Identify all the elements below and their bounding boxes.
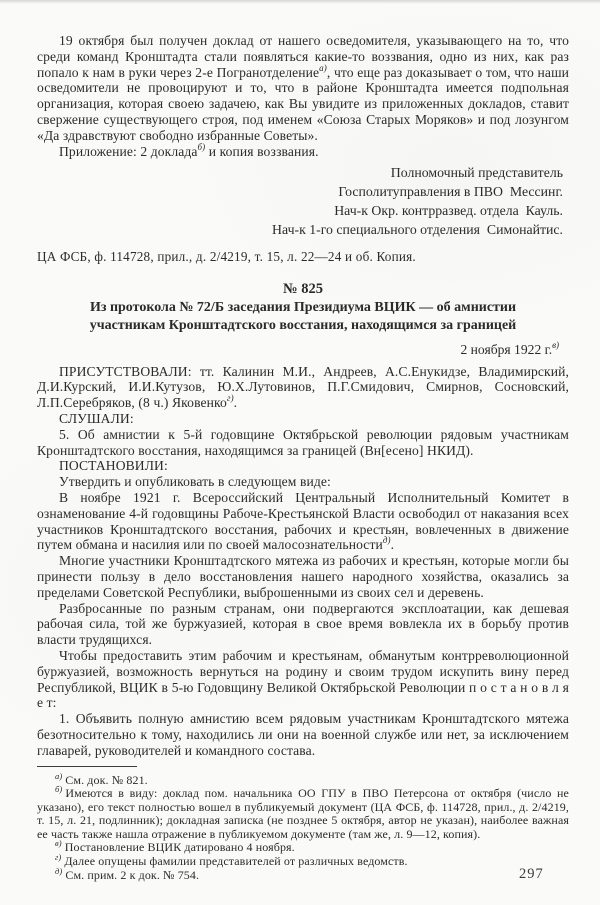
report-paragraph-text-cont: , что еще раз доказывает о том, что наши осведомители не провоцируют и то, что в районе Кронштадта имеется подпольная организация, которая своею задачею, как Вы увидите из приложенных докладов, ставит свержение существующего строя, под именем «Союза Старых Моряков» и под лозунгом «Да здравствуют свободно избранные Советы». <box>37 64 570 143</box>
footnote-ref-b: б) <box>197 141 206 152</box>
page-number: 297 <box>519 866 544 882</box>
signature-line-3: Нач-к Окр. контрразвед. отдела Кауль. <box>334 203 563 219</box>
paragraph-1921-amnesty <box>37 490 569 553</box>
paragraph-decree-intro: Чтобы предоставить этим рабочим и крестьянам, обманутым контрреволюционной буржуазией, возможность вернуться на родину и своим трудом искупить вину перед Республикой, ВЦИК в 5-ю Годовщину Великой Октябрьской Революции п о с т а н о в л я е т: <box>37 647 569 711</box>
footnote-v-marker: в) <box>55 838 62 849</box>
footnote-b-text: Имеются в виду: доклад пом. начальника ОО ГПУ в ПВО Петерсона от октября (число не указано), его текст полностью вошел в публикуемый документ (ЦА ФСБ, ф. 114728, прил., д. 2/4219, т. 15, л. 21, подлинник); докладная записка (не позднее 5 октября, автор не указан), наиболее важная ее часть также нашла отражение в публикуемом документе (там же, л. 9—12, копия). <box>37 786 569 841</box>
footnote-g-marker: г) <box>55 852 62 863</box>
attendees-paragraph <box>37 364 569 411</box>
signature-block <box>37 163 569 239</box>
footnote-ref-v: в) <box>552 339 559 350</box>
paragraph-participants-abroad: Многие участники Кронштадтского мятежа из рабочих и крестьян, которые могли бы принести пользу в дело восстановления нашего народного хозяйства, оказались за пределами Советской Республики, выброшенными из своих сел и деревень. <box>37 553 569 600</box>
footnote-a-text: См. док. № 821. <box>65 772 148 787</box>
scan-edge-artifact <box>0 0 600 4</box>
resolved-intro: Утвердить и опубликовать в следующем виде: <box>59 474 331 490</box>
signature-line-1: Полномочный представитель <box>390 165 563 181</box>
footnote-d-text: См. прим. 2 к док. № 754. <box>65 867 200 882</box>
footnote-a-marker: а) <box>55 770 63 781</box>
footnote-b-marker: б) <box>55 784 63 795</box>
attachment-line <box>37 141 569 160</box>
document-title: Из протокола № 72/Б заседания Президиума ВЦИК — об амнистии участникам Кронштадтского восстания, находящимся за границей <box>89 300 517 333</box>
footnote-d <box>37 865 569 883</box>
heard-item: 5. Об амнистии к 5-й годовщине Октябрьской революции рядовым участникам Кронштадтского восстания, находящимся за границей (Вн[есено] НКИД). <box>37 426 569 458</box>
paragraph-1921-text: В ноябре 1921 г. Всероссийский Центральный Исполнительный Комитет в ознаменование 4-й годовщины Рабоче-Крестьянской Власти освободил от наказания всех участников Кронштадтского восстания, рабочих и крестьян, вовлеченных в движение путем обмана и насилия или по своей малосознательности <box>37 489 569 553</box>
resolved-label: ПОСТАНОВИЛИ: <box>59 458 168 474</box>
attendees-text: ПРИСУТСТВОВАЛИ: тт. Калинин М.И., Андреев, А.С.Енукидзе, Владимирский, Д.И.Курский, И.И.Кутузов, Ю.Х.Лутовинов, П.Г.Смидович, Смирнов, Сосновский, Л.П.Серебряков, (8 ч.) Яковенко <box>37 363 569 411</box>
footnote-g-text: Далее опущены фамилии представителей от различных ведомств. <box>64 854 408 869</box>
doc-825 <box>37 281 569 758</box>
footnote-g <box>37 852 569 869</box>
footnote-ref-g: г) <box>226 393 234 404</box>
footnote-d-marker: д) <box>55 865 63 876</box>
paragraph-point-1: 1. Объявить полную амнистию всем рядовым участникам Кронштадтского мятежа безотносительно к тому, находились ли они на военной службе или нет, за исключением главарей, руководителей и командного состава. <box>37 711 569 758</box>
document-number: № 825 <box>283 281 323 298</box>
doc-824-report-end <box>37 33 569 264</box>
report-paragraph-text: 19 октября был получен доклад от нашего осведомителя, указывающего на то, что среди команд Кронштадта стали появляться какие-то воззвания, одно из них, как раз попало к нам в руки через 2-е Погранотделение <box>37 33 569 80</box>
heard-label: СЛУШАЛИ: <box>59 410 134 426</box>
attachment-text-cont: и копия воззвания. <box>205 143 319 159</box>
archive-reference: ЦА ФСБ, ф. 114728, прил., д. 2/4219, т. 15, л. 22—24 и об. Копия. <box>37 249 416 265</box>
paragraph-1921-text-cont: . <box>390 537 395 553</box>
footnotes-section <box>37 766 569 883</box>
document-date <box>37 339 569 358</box>
footnote-ref-a: а) <box>319 62 327 73</box>
attachment-text: Приложение: 2 доклада <box>59 143 198 159</box>
footnote-ref-d: д) <box>382 535 391 546</box>
document-date-text: 2 ноября 1922 г. <box>460 341 553 357</box>
footnote-divider <box>37 766 137 767</box>
paragraph-scattered: Разбросанные по разным странам, они подвергаются эксплоатации, как дешевая рабочая сила, той же буржуазией, которая в свое время вовлекла их в борьбу против власти трудящихся. <box>37 600 569 648</box>
signature-line-4: Нач-к 1-го специального отделения Симонайтис. <box>272 222 563 238</box>
footnote-v-text: Постановление ВЦИК датировано 4 ноября. <box>64 840 295 855</box>
page-content <box>37 33 569 882</box>
attendees-text-cont: . <box>233 395 238 411</box>
report-paragraph <box>37 33 569 144</box>
signature-line-2: Госполитуправления в ПВО Мессинг. <box>338 184 563 200</box>
footnote-b <box>37 784 569 841</box>
